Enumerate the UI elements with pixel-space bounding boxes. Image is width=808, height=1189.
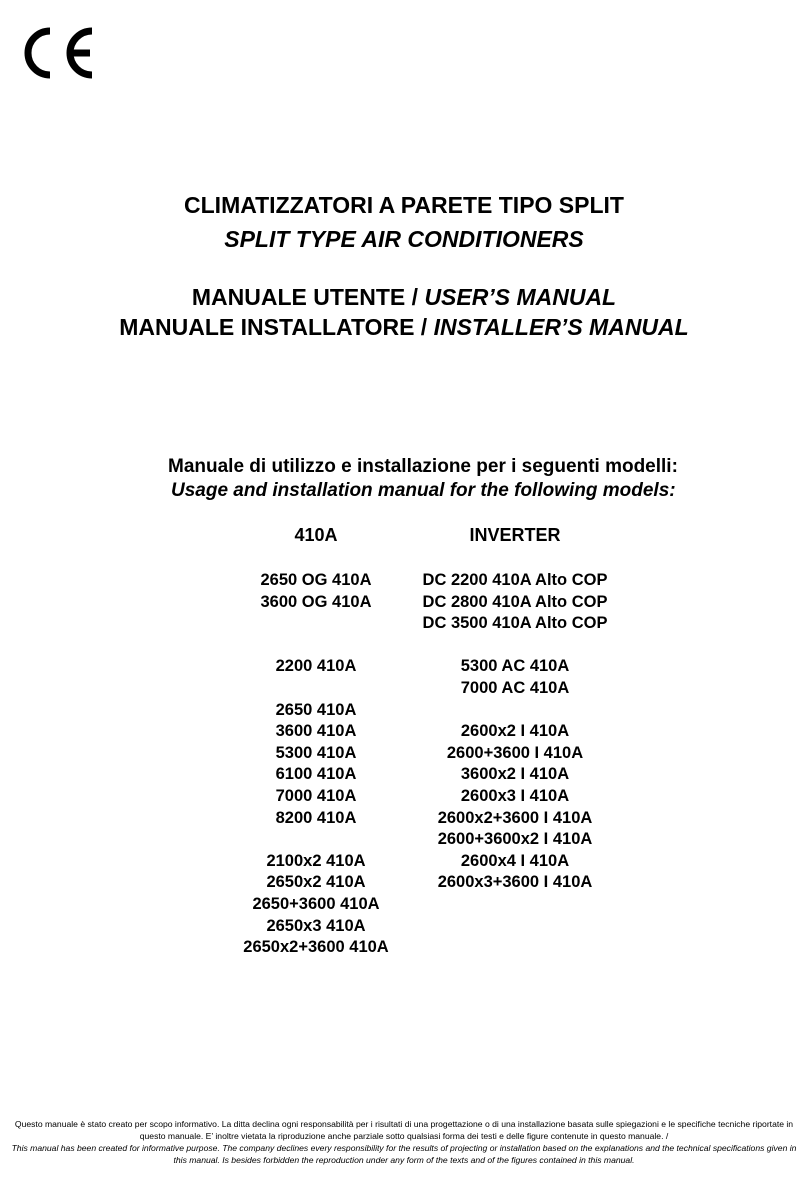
model-item: 2100x2 410A: [266, 851, 366, 870]
model-item: 2650 OG 410A: [260, 571, 372, 589]
model-item: 2650x3 410A: [266, 916, 366, 935]
users-manual-heading: [0, 284, 808, 311]
spacer: [216, 829, 416, 851]
spacer: [216, 678, 416, 700]
model-item: 7000 410A: [275, 786, 357, 805]
model-item: 5300 410A: [275, 743, 357, 762]
model-item: 7000 AC 410A: [460, 678, 570, 697]
model-item: 2600+3600x2 I 410A: [437, 830, 593, 849]
disclaimer-italian: Questo manuale è stato creato per scopo informativo. La ditta declina ogni responsabilità per i risultati di una progettazione o di una installazione basata sulle spiegazioni e le specifiche tecniche riportate in questo manuale. E’ inoltre vietata la riproduzione anche parziale sotto qualsiasi forma dei testi e delle figure contenute in questo manuale. /: [14, 1119, 794, 1141]
spacer: [216, 613, 416, 635]
model-item: 3600x2 I 410A: [460, 765, 570, 784]
title-italian: CLIMATIZZATORI A PARETE TIPO SPLIT: [184, 192, 624, 218]
model-item: 3600 OG 410A: [260, 592, 372, 611]
column-header-inverter: INVERTER: [469, 525, 561, 545]
model-item: DC 3500 410A Alto COP: [422, 614, 608, 633]
users-manual-it: MANUALE UTENTE /: [191, 284, 425, 310]
model-item: 2600+3600 I 410A: [446, 743, 584, 762]
model-item: 2600x3+3600 I 410A: [437, 873, 593, 892]
ce-mark-icon: [18, 25, 96, 81]
installers-manual-en: INSTALLER’S MANUAL: [433, 314, 689, 340]
model-item: 3600 410A: [275, 722, 357, 741]
installers-manual-heading: [0, 314, 808, 341]
model-item: 6100 410A: [275, 765, 357, 784]
intro-english: Usage and installation manual for the following models:: [171, 480, 676, 501]
models-410a-column: [216, 525, 416, 959]
model-item: 2650x2 410A: [266, 873, 366, 892]
model-item: 8200 410A: [275, 808, 357, 827]
models-inverter-column: [415, 525, 615, 894]
model-item: 5300 AC 410A: [460, 657, 570, 676]
model-item: 2650x2+3600 410A: [243, 938, 389, 957]
model-item: 2600x2 I 410A: [460, 722, 570, 741]
model-item: 2650 410A: [275, 700, 357, 719]
model-item: 2600x2+3600 I 410A: [437, 808, 593, 827]
model-item: 2650+3600 410A: [252, 894, 380, 913]
title-english: SPLIT TYPE AIR CONDITIONERS: [224, 226, 584, 252]
spacer: [415, 700, 615, 722]
intro-italian: Manuale di utilizzo e installazione per i seguenti modelli:: [168, 456, 678, 477]
spacer: [216, 635, 416, 657]
model-item: 2200 410A: [275, 657, 357, 676]
disclaimer: [10, 1118, 798, 1166]
disclaimer-english: This manual has been created for informative purpose. The company declines every responsibility for the results of projecting or installation based on the explanations and the technical specifications given in this manual. Is besides forbidden the reproduction under any form of the texts and of the figures contained in this manual.: [11, 1143, 797, 1165]
column-header-410a: 410A: [294, 525, 338, 545]
model-item: DC 2800 410A Alto COP: [422, 592, 608, 611]
model-item: 2600x3 I 410A: [460, 786, 570, 805]
model-item: 2600x4 I 410A: [460, 851, 570, 870]
installers-manual-it: MANUALE INSTALLATORE /: [119, 314, 434, 340]
spacer: [415, 635, 615, 657]
model-item: DC 2200 410A Alto COP: [422, 571, 608, 589]
users-manual-en: USER’S MANUAL: [424, 284, 617, 310]
